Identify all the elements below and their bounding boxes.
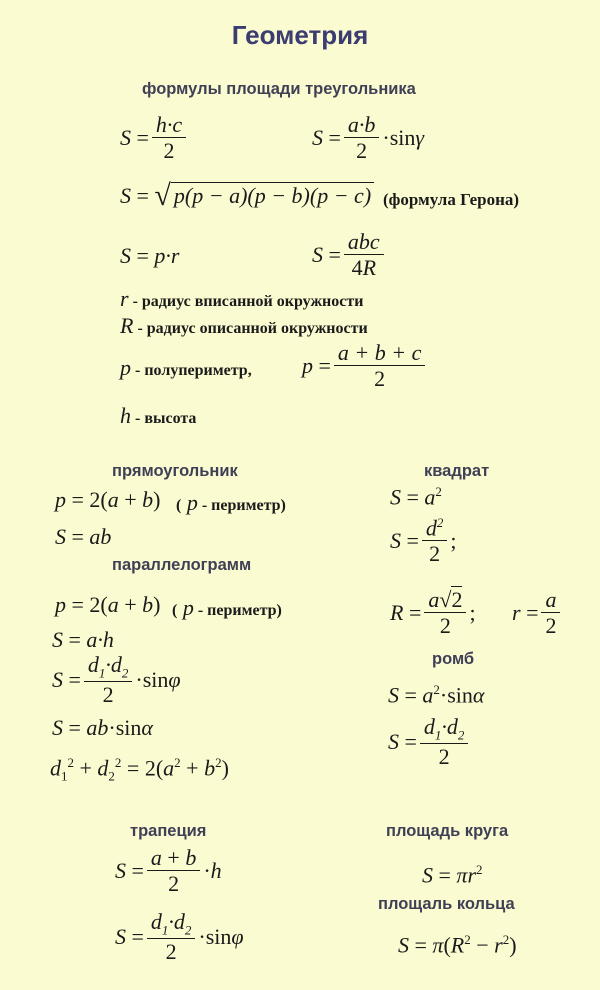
formula-rhombus-diag: S = $\frac{d_1\cdot d_2}{2}$ <box>388 715 471 768</box>
formula-par-perimeter: p = 2(a + b) <box>55 592 161 617</box>
section-heading-trapezoid: трапеция <box>130 822 207 840</box>
formula-trapezoid-diag: S = $\frac{d_1\cdot d_2}{2}$ ·sin φ <box>115 909 244 965</box>
formula-circle-area: $S = \pi r^2$ <box>422 862 483 888</box>
formula-par-ah: S = a·h <box>52 627 114 652</box>
heron-label: (формула Герона) <box>383 190 520 209</box>
rect-perimeter-note: ( p - периметр) <box>176 490 286 515</box>
formula-square-d2: S = $\frac{d^2}{2}$ ; <box>390 515 457 567</box>
formula-square-R: R = $\frac{a√2}{2}$ ; <box>390 587 476 639</box>
formula-triangle-abc: S = $\frac{\text{abc}}{4R}$ <box>312 230 387 279</box>
formula-heron: S = √ p(p − a)(p − b)(p − c) <box>120 182 374 209</box>
desc-r: r - радиус вписанной окружности <box>120 286 364 311</box>
desc-h: h - высота <box>120 403 197 428</box>
formula-triangle-pr: S = p·r <box>120 243 180 268</box>
section-heading-parallelogram: параллелограмм <box>112 556 252 574</box>
section-heading-circle: площадь круга <box>386 822 509 840</box>
section-heading-ring: площаль кольца <box>378 895 515 913</box>
formula-triangle-hc: S = $\frac{h\cdot c}{2}$ <box>120 113 189 162</box>
formula-ring-area: $S = \pi(R^2 - r^2)$ <box>398 932 517 958</box>
formula-square-r: r = $\frac{a}{2}$ <box>512 588 563 637</box>
formula-square-a2: $S = a^2$ <box>390 484 442 510</box>
formula-par-diagsum: $d_1^2 + d_2^2 = 2(a^2 + b^2)$ <box>50 755 229 784</box>
formula-par-absin: S = ab·sinα <box>52 715 153 740</box>
section-heading-square: квадрат <box>424 462 490 480</box>
formula-triangle-sin: S = $\frac{a\cdot b}{2}$ ·sin γ <box>312 112 425 164</box>
par-perimeter-note: ( p - периметр) <box>172 595 282 620</box>
desc-R: R - радиус описанной окружности <box>120 313 368 338</box>
formula-trapezoid-h: S = $\frac{a + b}{2}$ · h <box>115 845 222 897</box>
section-heading-rectangle: прямоугольник <box>112 462 238 480</box>
page-title: Геометрия <box>231 20 369 50</box>
desc-p: p - полупериметр, <box>120 355 252 380</box>
formula-par-diag: S = $\frac{d_1\cdot d_2}{2}$ ·sin φ <box>52 652 181 708</box>
formula-rect-perimeter: p = 2(a + b) <box>55 487 161 512</box>
section-heading-triangle: формулы площади треугольника <box>142 80 416 98</box>
formula-rect-area: S = ab <box>55 524 112 549</box>
formula-rhombus-sin: $S = a^2\cdot\sin\alpha$ <box>388 682 485 708</box>
section-heading-rhombus: ромб <box>432 650 475 668</box>
formula-semiperimeter: p = $\frac{a + b + c}{2}$ <box>302 341 428 390</box>
